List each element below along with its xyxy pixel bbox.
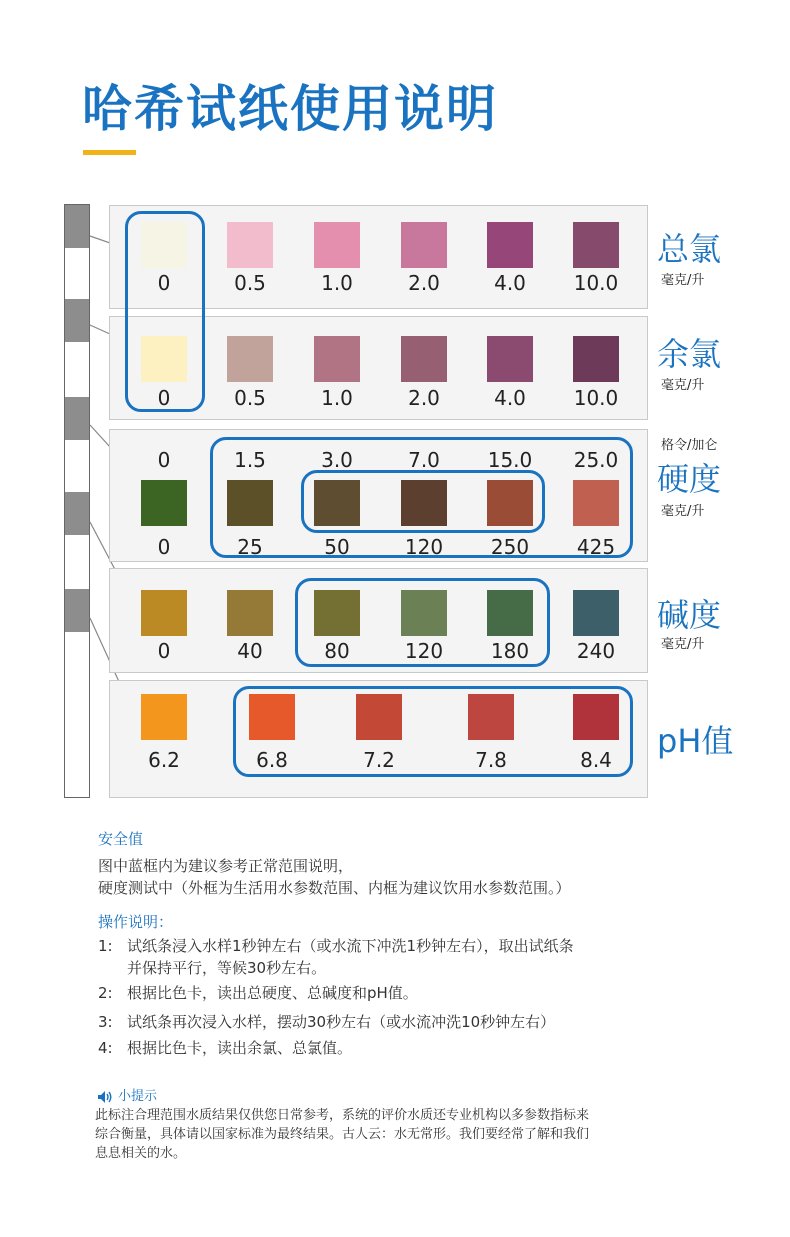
step-3-text: 试纸条再次浸入水样，摆动30秒左右（或水流冲洗10秒钟左右）: [127, 1013, 556, 1031]
total-chlorine-swatch: [573, 222, 619, 268]
free-chlorine-swatch: [487, 336, 533, 382]
free-chlorine-value: 1.0: [321, 386, 353, 410]
step-3-number: 3:: [98, 1013, 113, 1031]
ph-value: 6.2: [148, 748, 180, 772]
total-chlorine-value: 0: [157, 271, 171, 295]
alkalinity-value: 0: [157, 639, 171, 663]
alkalinity-value: 80: [324, 639, 350, 663]
step-4-text: 根据比色卡，读出余氯、总氯值。: [127, 1039, 353, 1057]
alkalinity-label: 碱度: [657, 596, 722, 634]
total-chlorine-value: 2.0: [408, 271, 440, 295]
safe-line-1: 图中蓝框内为建议参考正常范围说明，: [98, 857, 354, 875]
free-chlorine-swatch: [401, 336, 447, 382]
ph-value: 7.2: [363, 748, 395, 772]
hardness-value: 25: [237, 535, 263, 559]
alkalinity-unit: 毫克/升: [661, 637, 705, 652]
hardness-value: 250: [490, 535, 530, 559]
safe-line-2: 硬度测试中（外框为生活用水参数范围、内框为建议饮用水参数范围。）: [98, 879, 571, 897]
step-4-number: 4:: [98, 1039, 113, 1057]
step-2-text: 根据比色卡，读出总硬度、总碱度和pH值。: [127, 984, 418, 1002]
tip-heading: 小提示: [118, 1089, 158, 1104]
total-chlorine-value: 1.0: [321, 271, 353, 295]
ph-value: 7.8: [475, 748, 507, 772]
alkalinity-value: 40: [237, 639, 263, 663]
ph-value: 6.8: [256, 748, 288, 772]
ops-heading: 操作说明：: [98, 913, 174, 931]
hardness-gpg-value: 15.0: [487, 448, 533, 472]
hardness-gpg-value: 0: [157, 448, 171, 472]
hardness-value: 50: [324, 535, 350, 559]
total-chlorine-value: 10.0: [573, 271, 619, 295]
ph-safe-range-box: [233, 686, 633, 777]
ph-swatch: [141, 694, 187, 740]
alkalinity-value: 180: [490, 639, 530, 663]
free-chlorine-value: 4.0: [494, 386, 526, 410]
free-chlorine-swatch: [573, 336, 619, 382]
free-chlorine-value: 10.0: [573, 386, 619, 410]
alkalinity-safe-range-box: [295, 578, 550, 667]
hardness-value: 120: [404, 535, 444, 559]
alkalinity-value: 240: [576, 639, 616, 663]
total-chlorine-swatch: [227, 222, 273, 268]
speaker-icon: [97, 1090, 113, 1104]
free-chlorine-value: 0: [157, 386, 171, 410]
tip-line-2: 综合衡量，具体请以国家标准为最终结果。古人云：水无常形。我们要经常了解和我们: [95, 1127, 590, 1142]
tip-line-1: 此标注合理范围水质结果仅供您日常参考，系统的评价水质还专业机构以多参数指标来: [95, 1108, 590, 1123]
total-chlorine-value: 4.0: [494, 271, 526, 295]
chlorine-safe-range-box: [125, 211, 205, 412]
ph-label: pH值: [657, 722, 734, 760]
step-1-text: 试纸条浸入水样1秒钟左右（或水流下冲洗1秒钟左右），取出试纸条: [127, 937, 574, 955]
free-chlorine-label: 余氯: [657, 335, 722, 373]
step-1-number: 1:: [98, 937, 113, 955]
tip-line-3: 息息相关的水。: [95, 1146, 187, 1161]
hardness-gpg-value: 1.5: [234, 448, 266, 472]
alkalinity-swatch: [573, 590, 619, 636]
hardness-swatch: [141, 480, 187, 526]
step-1-text-cont: 并保持平行，等候30秒左右。: [127, 959, 327, 977]
free-chlorine-value: 0.5: [234, 386, 266, 410]
total-chlorine-swatch: [401, 222, 447, 268]
hardness-unit: 毫克/升: [661, 504, 705, 519]
total-chlorine-label: 总氯: [657, 230, 722, 268]
free-chlorine-unit: 毫克/升: [661, 378, 705, 393]
page-title: 哈希试纸使用说明: [82, 80, 498, 138]
hardness-value: 425: [576, 535, 616, 559]
total-chlorine-swatch: [487, 222, 533, 268]
hardness-gpg-value: 25.0: [573, 448, 619, 472]
hardness-gpg-value: 7.0: [408, 448, 440, 472]
total-chlorine-value: 0.5: [234, 271, 266, 295]
hardness-label: 硬度: [657, 460, 722, 498]
hardness-unit-gpg: 格令/加仑: [661, 438, 718, 453]
alkalinity-swatch: [227, 590, 273, 636]
alkalinity-value: 120: [404, 639, 444, 663]
hardness-value: 0: [157, 535, 171, 559]
free-chlorine-swatch: [227, 336, 273, 382]
total-chlorine-swatch: [314, 222, 360, 268]
free-chlorine-value: 2.0: [408, 386, 440, 410]
free-chlorine-swatch: [314, 336, 360, 382]
ph-value: 8.4: [580, 748, 612, 772]
safe-heading: 安全值: [98, 830, 144, 848]
step-2-number: 2:: [98, 984, 113, 1002]
hardness-gpg-value: 3.0: [321, 448, 353, 472]
alkalinity-swatch: [141, 590, 187, 636]
total-chlorine-unit: 毫克/升: [661, 273, 705, 288]
hardness-inner-range-box: [301, 470, 545, 533]
